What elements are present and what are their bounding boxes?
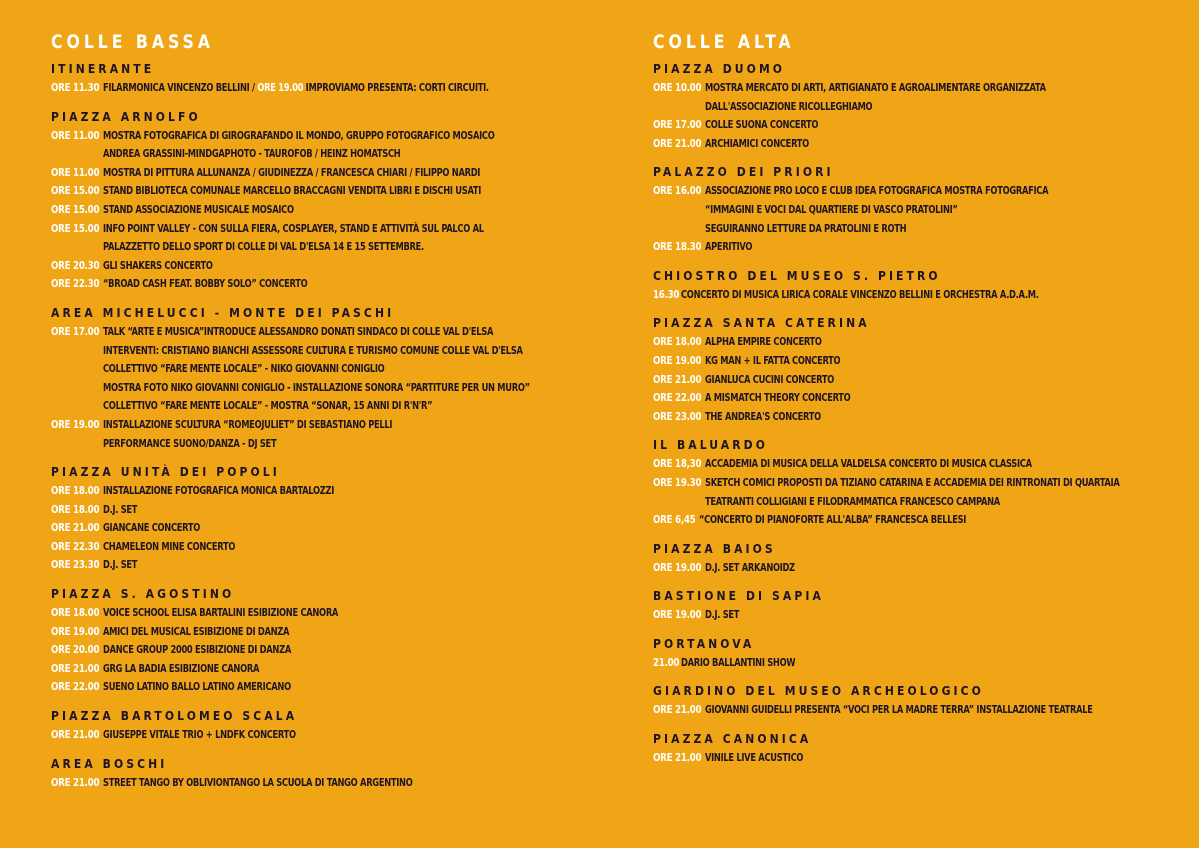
event-time: ORE 18.00 — [51, 606, 100, 620]
event-description: PERFORMANCE SUONO/DANZA - DJ SET — [103, 436, 277, 450]
event-description: GIANCANE CONCERTO — [103, 521, 201, 535]
event-time: ORE 19.30 — [653, 475, 702, 489]
event-time: ORE 19.00 — [653, 353, 702, 367]
schedule-row — [653, 511, 1183, 530]
schedule-row — [51, 774, 591, 793]
schedule-row — [51, 257, 591, 276]
schedule-row — [653, 79, 1183, 98]
event-description: APERITIVO — [705, 240, 753, 254]
venue-section — [653, 542, 1183, 578]
event-description: THE ANDREA'S CONCERTO — [705, 409, 821, 423]
schedule-row — [51, 201, 591, 220]
schedule-row — [653, 408, 1183, 427]
schedule-row — [51, 641, 591, 660]
event-time: ORE 23.00 — [653, 409, 702, 423]
event-description: SUENO LATINO BALLO LATINO AMERICANO — [103, 680, 291, 694]
schedule-row — [653, 182, 1183, 201]
event-description-part-2: IMPROVIAMO PRESENTA: CORTI CIRCUITI. — [305, 81, 489, 94]
schedule-row — [51, 275, 591, 294]
event-time: ORE 21.00 — [51, 775, 100, 789]
event-time: ORE 19.00 — [653, 560, 702, 574]
schedule-row — [653, 474, 1183, 493]
venue-title: PALAZZO DEI PRIORI — [653, 165, 834, 180]
schedule-row — [653, 352, 1183, 371]
event-description: D.J. SET — [705, 608, 740, 622]
event-time: ORE 20.30 — [51, 258, 100, 272]
event-description: KG MAN + IL FATTA CONCERTO — [705, 353, 841, 367]
event-description: GRG LA BADIA ESIBIZIONE CANORA — [103, 661, 260, 675]
event-time: ORE 21.00 — [653, 751, 702, 765]
event-time: ORE 11.00 — [51, 128, 100, 142]
event-description: DALL'ASSOCIAZIONE RICOLLEGHIAMO — [705, 99, 873, 113]
venue-section — [653, 316, 1183, 426]
event-description: MOSTRA FOTOGRAFICA DI GIROGRAFANDO IL MONDO, GRUPPO FOTOGRAFICO MOSAICO — [103, 128, 495, 142]
event-time: ORE 6,45 — [653, 513, 696, 527]
schedule-row — [653, 371, 1183, 390]
schedule-row — [51, 323, 591, 342]
schedule-row — [51, 416, 591, 435]
event-time: ORE 15.00 — [51, 202, 100, 216]
event-time: ORE 10.00 — [653, 81, 702, 94]
schedule-row — [653, 201, 1183, 220]
event-time: ORE 18.00 — [653, 335, 702, 349]
event-description: INSTALLAZIONE FOTOGRAFICA MONICA BARTALOZZI — [103, 484, 334, 498]
venue-section — [653, 637, 1183, 673]
event-time: ORE 11.30 — [51, 81, 100, 94]
event-time: ORE 22.00 — [653, 391, 702, 405]
venue-title: IL BALUARDO — [653, 438, 768, 453]
event-time: ORE 19.00 — [51, 624, 100, 638]
schedule-row — [51, 556, 591, 575]
event-time: ORE 16.00 — [653, 184, 702, 198]
schedule-row — [51, 182, 591, 201]
venue-title: PIAZZA ARNOLFO — [51, 109, 201, 124]
schedule-row — [51, 397, 591, 416]
venue-section — [51, 306, 591, 453]
event-description: DANCE GROUP 2000 ESIBIZIONE DI DANZA — [103, 643, 291, 657]
event-description: ACCADEMIA DI MUSICA DELLA VALDELSA CONCERTO DI MUSICA CLASSICA — [705, 457, 1032, 471]
separator: / — [249, 81, 258, 94]
venue-section — [653, 589, 1183, 625]
event-description: COLLETTIVO “FARE MENTE LOCALE” - MOSTRA “SONAR, 15 ANNI DI R'N'R” — [103, 399, 433, 413]
schedule-row — [653, 455, 1183, 474]
event-description: D.J. SET ARKANOIDZ — [705, 560, 795, 574]
event-time: ORE 19.00 — [51, 417, 100, 431]
event-time: ORE 21.00 — [653, 703, 702, 717]
event-description: ANDREA GRASSINI-MINDGAPHOTO - TAUROFOB / HEINZ HOMATSCH — [103, 147, 401, 161]
event-description: SEGUIRANNO LETTURE DA PRATOLINI E ROTH — [705, 221, 907, 235]
schedule-row — [653, 701, 1183, 720]
schedule-row — [51, 538, 591, 557]
event-time: 16.30 — [653, 287, 680, 301]
event-description: INSTALLAZIONE SCULTURA “ROMEOJULIET” DI SEBASTIANO PELLI — [103, 417, 393, 431]
event-description: DARIO BALLANTINI SHOW — [680, 655, 796, 669]
event-description: D.J. SET — [103, 502, 138, 516]
venue-section — [51, 709, 591, 745]
event-description: D.J. SET — [103, 558, 138, 572]
schedule-row — [51, 79, 591, 98]
column-title: COLLE ALTA — [653, 31, 795, 53]
venue-section — [51, 587, 591, 697]
venue-section — [51, 465, 591, 575]
schedule-row — [51, 660, 591, 679]
schedule-row — [51, 379, 591, 398]
event-time: 21.00 — [653, 655, 680, 669]
schedule-row — [653, 135, 1183, 154]
venue-section — [653, 438, 1183, 529]
event-time: ORE 18.30 — [653, 240, 702, 254]
venue-title: AREA MICHELUCCI - MONTE DEI PASCHI — [51, 305, 395, 320]
venue-section — [51, 757, 591, 793]
schedule-row — [51, 678, 591, 697]
event-description: GLI SHAKERS CONCERTO — [103, 258, 213, 272]
event-description: MOSTRA DI PITTURA ALLUNANZA / GIUDINEZZA / FRANCESCA CHIARI / FILIPPO NARDI — [103, 165, 481, 179]
event-time-2: ORE 19.00 — [257, 81, 304, 94]
venue-title: PIAZZA SANTA CATERINA — [653, 316, 870, 331]
schedule-row — [51, 726, 591, 745]
event-time: ORE 18.00 — [51, 502, 100, 516]
column-title: COLLE BASSA — [51, 31, 214, 53]
event-time: ORE 18,30 — [653, 457, 702, 471]
event-time: ORE 22.30 — [51, 277, 100, 291]
venue-section — [653, 62, 1183, 153]
event-description: PALAZZETTO DELLO SPORT DI COLLE DI VAL D'ELSA 14 E 15 SETTEMBRE. — [103, 240, 424, 254]
section-list — [51, 62, 591, 792]
event-description: TALK “ARTE E MUSICA”INTRODUCE ALESSANDRO DONATI SINDACO DI COLLE VAL D'ELSA — [103, 324, 494, 338]
schedule-row — [51, 220, 591, 239]
event-description: MOSTRA MERCATO DI ARTI, ARTIGIANATO E AGROALIMENTARE ORGANIZZATA — [705, 81, 1046, 94]
event-description: STAND BIBLIOTECA COMUNALE MARCELLO BRACCAGNI VENDITA LIBRI E DISCHI USATI — [103, 184, 482, 198]
event-time: ORE 20.00 — [51, 643, 100, 657]
schedule-row — [653, 116, 1183, 135]
colle-alta-column — [653, 30, 1183, 780]
event-description: A MISMATCH THEORY CONCERTO — [705, 391, 851, 405]
event-description: INTERVENTI: CRISTIANO BIANCHI ASSESSORE CULTURA E TURISMO COMUNE COLLE VAL D'ELSA — [103, 343, 523, 357]
event-description: COLLETTIVO “FARE MENTE LOCALE” - NIKO GIOVANNI CONIGLIO — [103, 362, 385, 376]
event-description: ARCHIAMICI CONCERTO — [705, 136, 809, 150]
event-description-part: FILARMONICA VINCENZO BELLINI — [103, 81, 250, 94]
venue-section — [653, 269, 1183, 305]
event-description: CHAMELEON MINE CONCERTO — [103, 539, 236, 553]
event-description: “BROAD CASH FEAT. BOBBY SOLO” CONCERTO — [103, 277, 308, 291]
venue-title: PIAZZA DUOMO — [653, 62, 786, 76]
event-description: “CONCERTO DI PIANOFORTE ALL'ALBA” FRANCESCA BELLESI — [699, 513, 967, 527]
schedule-row — [51, 238, 591, 257]
event-description: VOICE SCHOOL ELISA BARTALINI ESIBIZIONE CANORA — [103, 606, 339, 620]
schedule-row — [653, 493, 1183, 512]
event-description: VINILE LIVE ACUSTICO — [705, 751, 804, 765]
event-description: GIANLUCA CUCINI CONCERTO — [705, 372, 835, 386]
venue-section — [653, 684, 1183, 720]
event-description: COLLE SUONA CONCERTO — [705, 118, 819, 132]
event-description: SKETCH COMICI PROPOSTI DA TIZIANO CATARINA E ACCADEMIA DEI RINTRONATI DI QUARTAIA — [705, 475, 1120, 489]
event-description: ALPHA EMPIRE CONCERTO — [705, 335, 822, 349]
schedule-row — [51, 482, 591, 501]
schedule-row — [51, 145, 591, 164]
event-description — [103, 79, 489, 98]
event-time: ORE 23.30 — [51, 558, 100, 572]
schedule-row — [653, 606, 1183, 625]
schedule-row — [51, 519, 591, 538]
event-time: ORE 21.00 — [653, 372, 702, 386]
event-time: ORE 15.00 — [51, 221, 100, 235]
event-time: ORE 11.00 — [51, 165, 100, 179]
schedule-row — [653, 286, 1183, 305]
venue-section — [51, 62, 591, 98]
event-time: ORE 17.00 — [653, 118, 702, 132]
event-description: STREET TANGO BY OBLIVIONTANGO LA SCUOLA DI TANGO ARGENTINO — [103, 775, 413, 789]
event-time: ORE 21.00 — [51, 728, 100, 742]
schedule-row — [51, 435, 591, 454]
event-time: ORE 21.00 — [653, 136, 702, 150]
event-time: ORE 18.00 — [51, 484, 100, 498]
venue-title: ITINERANTE — [51, 62, 155, 76]
event-description: ASSOCIAZIONE PRO LOCO E CLUB IDEA FOTOGRAFICA MOSTRA FOTOGRAFICA — [705, 184, 1049, 198]
schedule-row — [51, 127, 591, 146]
schedule-row — [653, 559, 1183, 578]
event-time: ORE 22.30 — [51, 539, 100, 553]
schedule-row — [51, 342, 591, 361]
event-description: GIOVANNI GUIDELLI PRESENTA “VOCI PER LA MADRE TERRA” INSTALLAZIONE TEATRALE — [705, 703, 1093, 717]
event-time: ORE 19.00 — [653, 608, 702, 622]
schedule-row — [51, 604, 591, 623]
schedule-row — [653, 333, 1183, 352]
venue-section — [653, 165, 1183, 256]
schedule-row — [51, 164, 591, 183]
venue-title: PIAZZA CANONICA — [653, 732, 812, 747]
event-description: MOSTRA FOTO NIKO GIOVANNI CONIGLIO - INSTALLAZIONE SONORA “PARTITURE PER UN MURO” — [103, 380, 530, 394]
venue-section — [51, 110, 591, 294]
schedule-row — [51, 501, 591, 520]
venue-title: PIAZZA BARTOLOMEO SCALA — [51, 709, 298, 724]
venue-title: AREA BOSCHI — [51, 756, 168, 771]
venue-title: BASTIONE DI SAPIA — [653, 589, 824, 604]
event-description: STAND ASSOCIAZIONE MUSICALE MOSAICO — [103, 202, 294, 216]
venue-title: PIAZZA UNITÀ DEI POPOLI — [51, 465, 280, 480]
event-time: ORE 22.00 — [51, 680, 100, 694]
venue-title: PIAZZA S. AGOSTINO — [51, 587, 235, 602]
event-description: AMICI DEL MUSICAL ESIBIZIONE DI DANZA — [103, 624, 290, 638]
venue-section — [653, 732, 1183, 768]
event-description: TEATRANTI COLLIGIANI E FILODRAMMATICA FRANCESCO CAMPANA — [705, 494, 1000, 508]
event-time: ORE 15.00 — [51, 184, 100, 198]
schedule-row — [653, 654, 1183, 673]
schedule-row — [51, 623, 591, 642]
event-description: “IMMAGINI E VOCI DAL QUARTIERE DI VASCO PRATOLINI” — [705, 202, 958, 216]
event-time: ORE 17.00 — [51, 324, 100, 338]
schedule-row — [653, 238, 1183, 257]
colle-bassa-column — [51, 30, 591, 804]
schedule-row — [653, 220, 1183, 239]
event-description: GIUSEPPE VITALE TRIO + LNDFK CONCERTO — [103, 728, 296, 742]
event-description: CONCERTO DI MUSICA LIRICA CORALE VINCENZO BELLINI E ORCHESTRA A.D.A.M. — [680, 287, 1039, 301]
event-time: ORE 21.00 — [51, 521, 100, 535]
schedule-row — [51, 360, 591, 379]
section-list — [653, 62, 1183, 768]
schedule-row — [653, 749, 1183, 768]
venue-title: GIARDINO DEL MUSEO ARCHEOLOGICO — [653, 684, 984, 699]
event-time: ORE 21.00 — [51, 661, 100, 675]
venue-title: CHIOSTRO DEL MUSEO S. PIETRO — [653, 268, 941, 283]
event-description: INFO POINT VALLEY - CON SULLA FIERA, COSPLAYER, STAND E ATTIVITÀ SUL PALCO AL — [103, 221, 484, 235]
venue-title: PORTANOVA — [653, 636, 755, 651]
schedule-row — [653, 98, 1183, 117]
venue-title: PIAZZA BAIOS — [653, 541, 776, 556]
schedule-row — [653, 389, 1183, 408]
